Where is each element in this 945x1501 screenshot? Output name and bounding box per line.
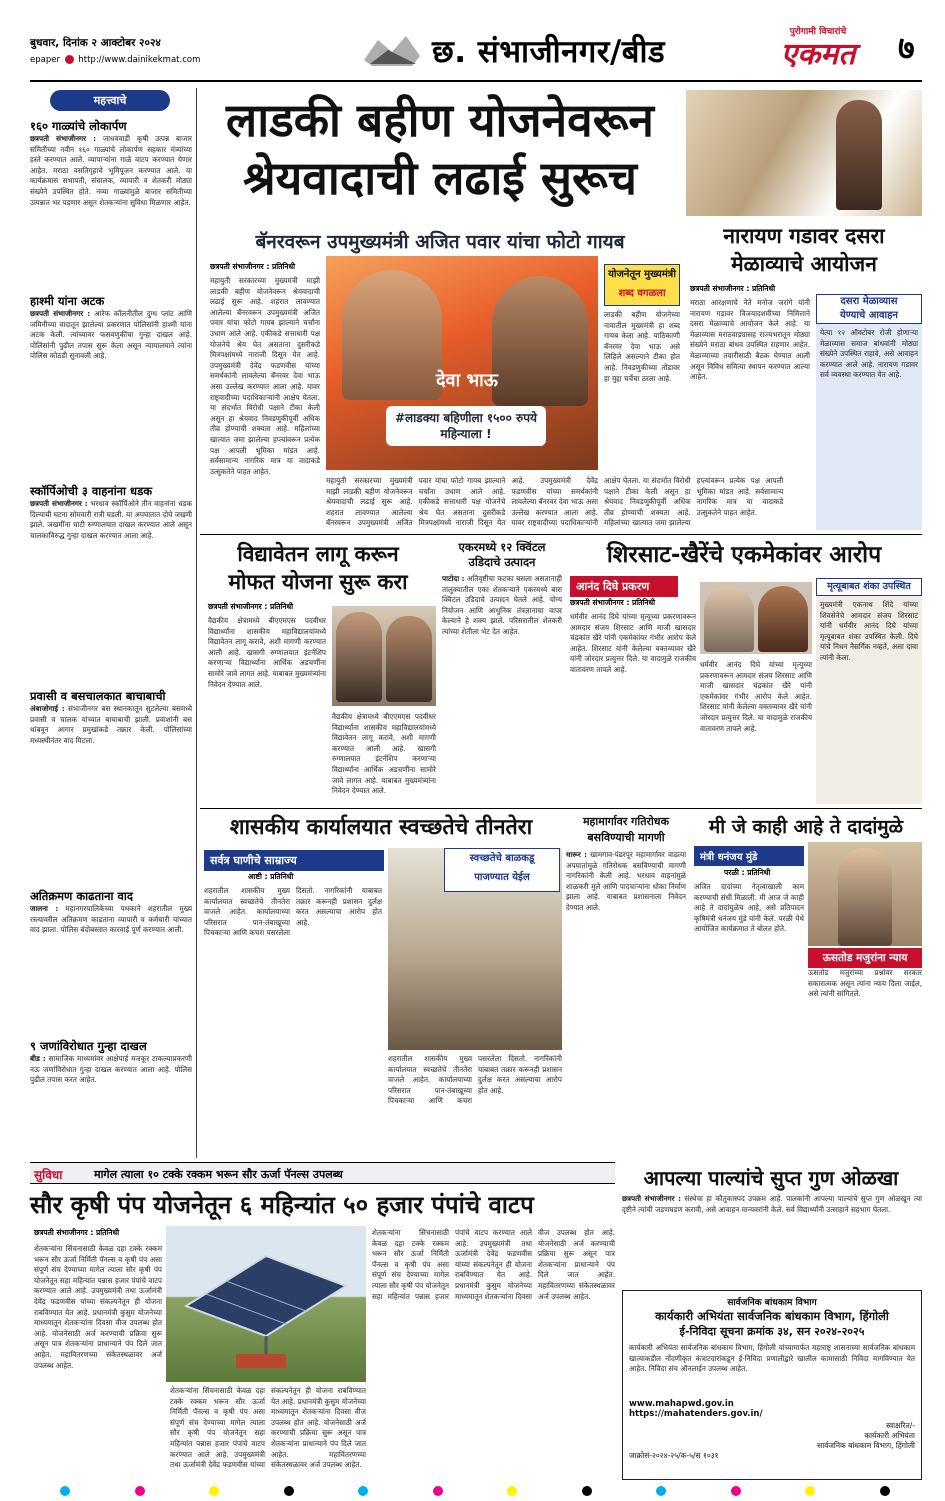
shirsat-box-title: मृत्यूबाबत शंका उपस्थित: [816, 578, 922, 596]
portrait-left: [336, 612, 382, 702]
cm-box-title: योजनेतून मुख्यमंत्री शब्द वगळला: [604, 264, 680, 306]
left-column-divider: [196, 88, 197, 1158]
edition-title: छ. संभाजीनगर/बीड: [432, 34, 666, 70]
highway-headline-1: महामार्गावर गतिरोधक: [582, 815, 670, 828]
brief-1: [30, 294, 192, 484]
shirsat-byline: छत्रपती संभाजीनगर : प्रतिनिधी: [570, 598, 656, 607]
brief-title: स्कॉर्पिओची ३ वाहनांना धडक: [30, 484, 153, 498]
shirsat-photos: [700, 582, 812, 654]
tender-signature-block: [629, 1421, 915, 1451]
portrait-shirsat: [704, 586, 754, 652]
lead-text-top: महायुती सरकारच्या मुख्यमंत्री माझी लाडकी बहीण योजनेवरून श्रेयवादाची लढाई सुरू आहे. शहरात लावण्यात आलेल्या बॅनरवरून उपमुख्यमंत्री अजित पवार यांचा फोटो गायब झाल्याने चर्चांना उधाण आले आहे. एकीकडे सत्ताधारी पक्ष योजनेचे श्रेय घेत असताना दुसरीकडे मित्रपक्षांमध्ये नाराजी दिसून येत आहे. उपमुख्यमंत्री देवेंद्र फडणवीस यांच्या समर्थकांनी लावलेल्या बॅनरवर देवा भाऊ असा उल्लेख करण्यात आला आहे. यावर राष्ट्रवादीच्या पदाधिकाऱ्यांनी आक्षेप घेतला. या संदर्भात विरोधी पक्षाने टीका केली असून हा श्रेयवाद निवडणुकीपूर्वी अधिक तीव्र होण्याची शक्यता आहे. महिलांच्या खात्यात जमा झालेल्या हप्त्यांवरून प्रत्येक पक्ष आपली भूमिका मांडत आहे. सर्वसामान्य नागरिक मात्र या वादाकडे उत्सुकतेने पाहत आहेत.: [210, 276, 320, 476]
portrait-munde: [838, 848, 892, 946]
brief-text: छत्रपती संभाजीनगर : आरेफ कॉलनीतील दुग्ध प्लांट आणि जमिनीच्या वादातून झालेल्या प्रकरणात पोलिसांनी हाश्मी यांना अटक केली. त्यांच्यावर फसवणुकीचा गुन्हा दाखल आहे. पोलिसांनी पुढील तपास सुरू केला असून न्यायालयाने त्यांना पोलिस कोठडी सुनावली आहे.: [30, 309, 192, 361]
solar-headline: सौर कृषी पंप योजनेतून ६ महिन्यांत ५० हजार पंपांचे वाटप: [30, 1191, 534, 1219]
tender-dept-small: सार्वजनिक बांधकाम विभाग: [727, 1298, 817, 1308]
banner-caption: #लाडक्या बहिणीला १५०० रुपये महिन्याला !: [386, 406, 546, 446]
shirsat-headline: शिरसाट-खैरेंचे एकमेकांवर आरोप: [606, 542, 882, 568]
brief-text: बीड : सामाजिक माध्यमांवर आक्षेपार्ह मजकूर टाकल्याप्रकरणी नऊ जणांविरोधात गुन्हा दाखल करण्यात आला आहे. पोलिस पुढील तपास करत आहेत.: [30, 1054, 192, 1085]
munde-box-text: ऊसतोड मजुरांच्या प्रश्नांवर सरकार सकारात्मक असून त्यांना न्याय दिला जाईल, असे त्यांनी सांगितले.: [808, 968, 922, 999]
munde-text: अजित दादांच्या नेतृत्वाखाली काम करण्याची संधी मिळाली. मी आज जे काही आहे ते दादांमुळेच आहे, असे प्रतिपादन कृषिमंत्री धनंजय मुंडे यांनी केले. परळी येथे आयोजित कार्यक्रमात ते बोलत होते.: [694, 882, 804, 934]
brief-2: [30, 484, 192, 689]
dasara-text: मराठा आरक्षणाचे नेते मनोज जरांगे यांनी नारायण गडावर विजयादशमीच्या निमित्ताने दसरा मेळाव्याचे आयोजन केले आहे. या मेळाव्यास मराठवाड्यासह राज्यभरातून मोठ्या संख्येने मराठा बांधव उपस्थित राहणार आहेत. मेळाव्याच्या तयारीसाठी बैठक घेण्यात आली असून विविध समित्या स्थापन करण्यात आल्या आहेत.: [690, 298, 810, 382]
cm-box-text: लाडकी बहीण योजनेच्या नावातील मुख्यमंत्री हा शब्द गायब केला आहे. याठिकाणी बॅनरवर देवा भाऊ असे लिहिले असल्याने टीका होत आहे. निवडणुकीच्या तोंडावर हा मुद्दा चर्चेचा ठरला आहे.: [604, 310, 680, 383]
edition-logo: [358, 30, 426, 72]
solar-text-1: शेतकऱ्यांना सिंचनासाठी केवळ दहा टक्के रक्कम भरून सौर ऊर्जा निर्मिती पॅनल्स व कृषी पंप असा संपूर्ण संच देण्याच्या मागेल त्याला सौर कृषी पंप योजनेतून सहा महिन्यांत पन्नास हजार पंपांचे वाटप करण्यात आले आहे. उपमुख्यमंत्री तथा ऊर्जामंत्री देवेंद्र फडणवीस यांच्या संकल्पनेतून ही योजना राबविण्यात येत आहे. प्रधानमंत्री कुसुम योजनेच्या माध्यमातून शेतकऱ्यांना दिवसा वीज उपलब्ध होत आहे. योजनेसाठी अर्ज करण्याची प्रक्रिया सुरू असून पात्र शेतकऱ्यांना प्राधान्याने पंप दिले जात आहेत. महावितरणच्या संकेतस्थळावर अर्ज उपलब्ध आहेत.: [34, 1244, 162, 1370]
brief-text: जालना : महानगरपालिकेच्या पथकाने शहरातील मुख्य रस्त्यावरील अतिक्रमण काढताना व्यापारी व कर्मचारी यांच्यात वाद झाला. पोलिस बंदोबस्तात कारवाई पूर्ण करण्यात आली.: [30, 904, 193, 935]
tender-url-2[interactable]: https://mahatenders.gov.in/: [629, 1409, 763, 1419]
shirsat-box-text: मुख्यमंत्री एकनाथ शिंदे यांच्या शिवसेनेचे आमदार संजय शिरसाट यांनी धर्मवीर आनंद दिघे यांच्या मृत्यूबाबत शंका उपस्थित केली. दिघे यांचे निधन नैसर्गिक नव्हते, असा दावा त्यांनी केला.: [820, 600, 918, 662]
lead-text-bottom: महायुती सरकारच्या मुख्यमंत्री माझी लाडकी बहीण योजनेवरून श्रेयवादाची लढाई सुरू आहे. शहरात लावण्यात आलेल्या बॅनरवरून उपमुख्यमंत्री अजित पवार यांचा फोटो गायब झाल्याने चर्चांना उधाण आले आहे. एकीकडे सत्ताधारी पक्ष योजनेचे श्रेय घेत असताना दुसरीकडे मित्रपक्षांमध्ये नाराजी दिसून येत आहे. उपमुख्यमंत्री देवेंद्र फडणवीस यांच्या समर्थकांनी लावलेल्या बॅनरवर देवा भाऊ असा उल्लेख करण्यात आला आहे. यावर राष्ट्रवादीच्या पदाधिकाऱ्यांनी आक्षेप घेतला. या संदर्भात विरोधी पक्षाने टीका केली असून हा श्रेयवाद निवडणुकीपूर्वी अधिक तीव्र होण्याची शक्यता आहे. महिलांच्या खात्यात जमा झालेल्या हप्त्यांवरून प्रत्येक पक्ष आपली भूमिका मांडत आहे. सर्वसामान्य नागरिक मात्र या वादाकडे उत्सुकतेने पाहत आहेत.: [326, 476, 784, 528]
section-label: महत्त्वाचे: [50, 90, 170, 111]
lead-headline-2: श्रेयवादाची लढाई सुरूच: [243, 151, 637, 205]
lead-headline-1: लाडकी बहीण योजनेवरून: [226, 93, 654, 147]
shirsat-text-2: धर्मवीर आनंद दिघे यांच्या मृत्यूच्या प्रकरणावरून आमदार संजय शिरसाट आणि माजी खासदार चंद्रकांत खैरे यांनी एकमेकांवर गंभीर आरोप केले आहेत. शिरसाट यांनी केलेल्या वक्तव्यावर खैरे यांनी जोरदार प्रत्युत्तर दिले. या वादामुळे राजकीय वातावरण तापले आहे.: [700, 660, 812, 733]
rally-photo: [686, 90, 922, 216]
brief-3: [30, 689, 192, 889]
clean-box: स्वच्छतेचे बाळकडू पाजण्यात येईल: [444, 848, 560, 892]
header-rule: [30, 80, 922, 82]
brief-text: छत्रपती संभाजीनगर : जाधववाडी कृषी उत्पन्न बाजार समितीच्या नवीन १६० गाळ्यांचे लोकार्पण सहकार मंत्र्यांच्या हस्ते करण्यात आले. व्यापाऱ्यांना गाळे वाटप करण्यात येणार आहेत. मराठा वसतिगृहाचे भूमिपूजन करण्यात आले. या कार्यक्रमास सभापती, संचालक, व्यापारी व शेतकरी मोठ्या संख्येने उपस्थित होते. नव्या गाळ्यांमुळे बाजार समितीच्या उत्पन्नात भर पडणार असून शेतकऱ्यांना सुविधा मिळणार आहेत.: [30, 134, 192, 207]
udid-text: पाटोदा : अतिवृष्टीचा फटका बसला असतानाही तालुक्यातील एका शेतकऱ्याने एकरमध्ये बारा क्विंटल उडिदाचे उत्पादन घेतले आहे. योग्य नियोजन आणि आधुनिक तंत्रज्ञानाचा वापर केल्याने हे शक्य झाले. परिसरातील शेतकरी त्यांच्या शेतीला भेट देत आहेत.: [442, 574, 562, 636]
tender-sign-dept: सार्वजनिक बांधकाम विभाग, हिंगोली: [817, 1441, 915, 1450]
brief-title: हाश्मी यांना अटक: [30, 294, 105, 308]
tender-notice: ई-निविदा सूचना क्रमांक ३४, सन २०२४-२०२५: [679, 1325, 865, 1338]
ward-headline: आपल्या पाल्यांचे सुप्त गुण ओळखा: [643, 1166, 899, 1190]
brief-text: छत्रपती संभाजीनगर : भरधाव स्कॉर्पिओने तीन वाहनांना धडक दिल्याची घटना सोमवारी रात्री घडली. या अपघातात दोघे जखमी झाले. जखमींना घाटी रुग्णालयात दाखल करण्यात आले असून चालकाविरुद्ध गुन्हा दाखल करण्यात आला आहे.: [30, 499, 192, 540]
munde-tag: मंत्री धनंजय मुंडे: [694, 846, 804, 866]
lead-banner-photo: [326, 256, 598, 470]
udid-headline-1: एकरमध्ये १२ क्विंटल: [458, 540, 546, 554]
masthead-logo: एकमत: [780, 37, 856, 72]
stipend-text-2: वैद्यकीय क्षेत्रामध्ये बीएएमएस पदवीधर विद्यार्थ्यांना शासकीय महाविद्यालयांमध्ये विद्यावेतन लागू करावे, अशी मागणी करण्यात आली आहे. खासगी रुग्णालयात इंटर्नशिप करणाऱ्या विद्यार्थ्यांना आर्थिक अडचणींना सामोरे जावे लागत आहे. याबाबत मुख्यमंत्र्यांना निवेदन देण्यात आले.: [332, 712, 436, 796]
brief-title: ९ जणांविरोधात गुन्हा दाखल: [30, 1039, 147, 1053]
stipend-photo: [332, 606, 436, 706]
lead-subhead: बॅनरवरून उपमुख्यमंत्री अजित पवार यांचा फोटो गायब: [255, 231, 625, 253]
munde-headline: मी जे काही आहे ते दादांमुळे: [708, 816, 904, 838]
solar-photo: [166, 1226, 366, 1382]
masthead-tagline: पुरोगामी विचारांचे: [789, 27, 847, 37]
dasara-box-title: दसरा मेळाव्यास येण्याचे आवाहन: [816, 294, 922, 324]
row-divider-1: [200, 534, 922, 535]
clean-text: शहरातील शासकीय मुख्य कार्यालयात स्वच्छतेचे तीनतेरा वाजले आहेत. कार्यालयाच्या परिसरात पान-तंबाखूच्या पिचकाऱ्या आणि कचरा पसरलेला दिसतो. नागरिकांनी याबाबत तक्रार करूनही प्रशासन दुर्लक्ष करत असल्याचा आरोप होत आहे.: [204, 886, 382, 938]
highway-text: धारूर : खामगाव-पंढरपूर महामार्गावर वाढत्या अपघातांमुळे गतिरोधक बसविण्याची मागणी नागरिकांनी केली आहे. भरधाव वाहनांमुळे शाळकरी मुले आणि पादचाऱ्यांना धोका निर्माण झाला आहे. याबाबत प्रशासनाला निवेदन देण्यात आले.: [566, 850, 686, 912]
globe-icon: [65, 55, 74, 64]
munde-byline: परळी : प्रतिनिधी: [724, 868, 771, 877]
registration-bar: [60, 1486, 890, 1496]
munde-box-title: ऊसतोड मजुरांना न्याय: [808, 948, 922, 968]
brief-title: अतिक्रमण काढताना वाद: [30, 889, 134, 903]
page-header: [0, 0, 945, 88]
shirsat-text: धर्मवीर आनंद दिघे यांच्या मृत्यूच्या प्रकरणावरून आमदार संजय शिरसाट आणि माजी खासदार चंद्रकांत खैरे यांनी एकमेकांवर गंभीर आरोप केले आहेत. शिरसाट यांनी केलेल्या वक्तव्यावर खैरे यांनी जोरदार प्रत्युत्तर दिले. या वादामुळे राजकीय वातावरण तापले आहे.: [570, 612, 696, 674]
tender-signature: स्वाक्षरित/-: [886, 1421, 915, 1430]
banner-strip-text: मागेल त्याला १० टक्के रक्कम भरून सौर ऊर्जा पॅनल्स उपलब्ध: [94, 1168, 343, 1181]
solar-text-3: शेतकऱ्यांना सिंचनासाठी केवळ दहा टक्के रक्कम भरून सौर ऊर्जा निर्मिती पॅनल्स व कृषी पंप असा संपूर्ण संच देण्याच्या मागेल त्याला सौर कृषी पंप योजनेतून सहा महिन्यांत पन्नास हजार पंपांचे वाटप करण्यात आले आहे. उपमुख्यमंत्री तथा ऊर्जामंत्री देवेंद्र फडणवीस यांच्या संकल्पनेतून ही योजना राबविण्यात येत आहे. प्रधानमंत्री कुसुम योजनेच्या माध्यमातून शेतकऱ्यांना दिवसा वीज उपलब्ध होत आहे. योजनेसाठी अर्ज करण्याची प्रक्रिया सुरू असून पात्र शेतकऱ्यांना प्राधान्याने पंप दिले जात आहेत. महावितरणच्या संकेतस्थळावर अर्ज उपलब्ध आहेत.: [372, 1228, 615, 1301]
masthead-box: [752, 24, 884, 76]
clean-headline: शासकीय कार्यालयात स्वच्छतेचे तीनतेरा: [229, 815, 533, 840]
clean-byline: आष्टी : प्रतिनिधी: [248, 872, 294, 881]
clean-text-2: शहरातील शासकीय मुख्य कार्यालयात स्वच्छतेचे तीनतेरा वाजले आहेत. कार्यालयाच्या परिसरात पान-तंबाखूच्या पिचकाऱ्या आणि कचरा पसरलेला दिसतो. नागरिकांनी याबाबत तक्रार करूनही प्रशासन दुर्लक्ष करत असल्याचा आरोप होत आहे.: [388, 1054, 562, 1106]
brief-5: [30, 1039, 192, 1169]
stipend-headline-1: विद्यावेतन लागू करून: [237, 542, 399, 566]
stipend-byline: छत्रपती संभाजीनगर : प्रतिनिधी: [208, 602, 294, 611]
shirsat-tag: आनंद दिघे प्रकरण: [570, 576, 678, 597]
banner-text: देवा भाऊ: [436, 370, 498, 391]
munde-photo: [808, 842, 922, 946]
epaper-url[interactable]: http://www.dainikekmat.com: [78, 55, 201, 65]
udid-headline-2: उडिदाचे उत्पादन: [468, 555, 536, 569]
brief-0: [30, 119, 192, 294]
epaper-label: epaper: [30, 55, 60, 65]
tender-text: कार्यकारी अभियंता सार्वजनिक बांधकाम विभाग, हिंगोली यांच्यामार्फत महाराष्ट्र शासनाच्या सार्वजनिक बांधकाम खात्याकडील नोंदणीकृत कंत्राटदारांकडून ई-निविदा प्रणालीद्वारे खालील कामासाठी निविदा मागविण्यात येत आहेत. निविदा संच ऑनलाईन उपलब्ध आहेत.: [629, 1343, 915, 1374]
banner-portrait-left: [342, 270, 442, 400]
header-date: बुधवार, दिनांक २ आक्टोबर २०२४: [30, 37, 161, 49]
page-number: ७: [898, 29, 915, 67]
portrait-khaire: [758, 586, 808, 652]
dasara-box-text: येत्या १२ ऑक्टोबर रोजी होणाऱ्या मेळाव्यास समाज बांधवांनी मोठ्या संख्येने उपस्थित राहावे, असे आवाहन करण्यात आले आहे. नारायण गडावर सर्व व्यवस्था करण्यात येत आहे.: [820, 328, 918, 380]
tender-ref: जाक्रोसं-२०२४-२५/क-५/स १०३१: [629, 1451, 719, 1460]
solar-text-2: शेतकऱ्यांना सिंचनासाठी केवळ दहा टक्के रक्कम भरून सौर ऊर्जा निर्मिती पॅनल्स व कृषी पंप असा संपूर्ण संच देण्याच्या मागेल त्याला सौर कृषी पंप योजनेतून सहा महिन्यांत पन्नास हजार पंपांचे वाटप करण्यात आले आहे. उपमुख्यमंत्री तथा ऊर्जामंत्री देवेंद्र फडणवीस यांच्या संकल्पनेतून ही योजना राबविण्यात येत आहे. प्रधानमंत्री कुसुम योजनेच्या माध्यमातून शेतकऱ्यांना दिवसा वीज उपलब्ध होत आहे. योजनेसाठी अर्ज करण्याची प्रक्रिया सुरू असून पात्र शेतकऱ्यांना प्राधान्याने पंप दिले जात आहेत. महावितरणच्या संकेतस्थळावर अर्ज उपलब्ध आहेत.: [170, 1386, 366, 1470]
brief-title: प्रवासी व बसचालकात बाचाबाची: [30, 689, 166, 703]
epaper-line: [30, 55, 200, 65]
left-column: [30, 88, 192, 1158]
clean-tag: सर्वत्र घाणीचे साम्राज्य: [204, 850, 384, 871]
tender-url-1[interactable]: www.mahapwd.gov.in: [629, 1399, 734, 1409]
tender-ad: [622, 1290, 922, 1480]
shirsat-box: [816, 578, 922, 804]
dasara-box: [816, 294, 922, 530]
portrait-right: [386, 616, 432, 702]
brief-4: [30, 889, 192, 1039]
banner-portrait-right: [492, 276, 588, 406]
dasara-headline-1: नारायण गडावर दसरा: [723, 224, 885, 248]
highway-headline-2: बसविण्याची मागणी: [587, 831, 665, 844]
row-divider-2: [200, 808, 922, 809]
banner-strip-label: सुविधा: [34, 1168, 63, 1182]
banner-strip: [30, 1162, 615, 1184]
speaker-figure: [836, 100, 882, 210]
brief-title: १६० गाळ्यांचे लोकार्पण: [30, 119, 127, 133]
stipend-text: वैद्यकीय क्षेत्रामध्ये बीएएमएस पदवीधर विद्यार्थ्यांना शासकीय महाविद्यालयांमध्ये विद्यावेतन लागू करावे, अशी मागणी करण्यात आली आहे. खासगी रुग्णालयात इंटर्नशिप करणाऱ्या विद्यार्थ्यांना आर्थिक अडचणींना सामोरे जावे लागत आहे. याबाबत मुख्यमंत्र्यांना निवेदन देण्यात आले.: [208, 616, 326, 689]
solar-panel-icon: [176, 1236, 356, 1376]
lead-byline: छत्रपती संभाजीनगर : प्रतिनिधी: [210, 262, 296, 271]
dasara-byline: छत्रपती संभाजीनगर : प्रतिनिधी: [690, 284, 776, 293]
dasara-headline-2: मेळाव्याचे आयोजन: [731, 252, 877, 276]
brief-text: अंबाजोगाई : संभाजीनगर बस स्थानकातून सुटलेल्या बसमध्ये प्रवासी व चालक यांच्यात बाचाबाची झाली. प्रवाशांनी बस थांबवून आगार प्रमुखांकडे तक्रार केली. पोलिसांच्या मध्यस्थीनंतर वाद मिटला.: [30, 704, 192, 745]
ward-text: छत्रपती संभाजीनगर : संस्थेचा हा कौतुकास्पद उपक्रम आहे. पालकांनी आपल्या पाल्यांचे सुप्त गुण ओळखून त्या दृष्टीने त्यांची जडणघडण करावी, असे आवाहन मान्यवरांनी केले. सर्व विद्यार्थ्यांनी उत्साहाने सहभाग घेतला.: [622, 1194, 922, 1214]
tender-title: कार्यकारी अभियंता सार्वजनिक बांधकाम विभाग, हिंगोली: [655, 1309, 889, 1323]
tender-sign-title: कार्यकारी अभियंता: [864, 1431, 915, 1440]
stipend-headline-2: मोफत योजना सुरू करा: [228, 570, 408, 594]
solar-byline: छत्रपती संभाजीनगर : प्रतिनिधी: [34, 1228, 120, 1237]
